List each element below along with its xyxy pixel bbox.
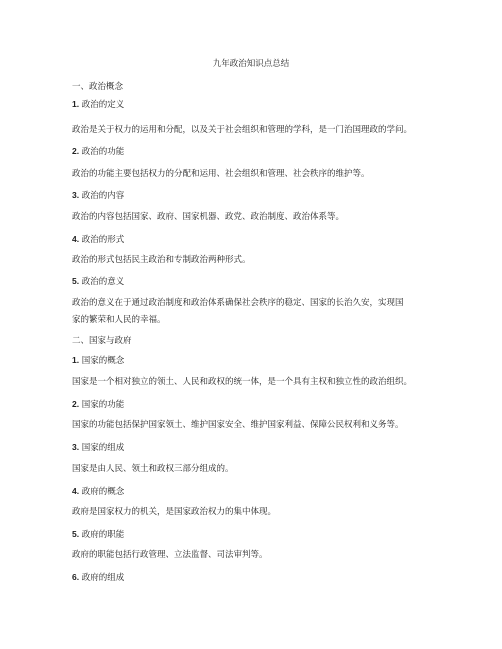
item-number: 1. <box>72 99 80 109</box>
item-body: 国家是由人民、领土和政权三部分组成的。 <box>72 464 234 474</box>
item-number: 3. <box>72 442 80 452</box>
item-title: 政府的组成 <box>81 573 125 583</box>
item-title: 政治的内容 <box>81 191 125 201</box>
item-heading <box>72 528 444 541</box>
item-body: 政治是关于权力的运用和分配，以及关于社会组织和管理的学科，是一门治国理政的学问。 <box>72 125 413 135</box>
item-number: 2. <box>72 399 80 409</box>
item-number: 2. <box>72 146 80 156</box>
item-title: 国家的概念 <box>81 356 125 366</box>
item-body: 政府是国家权力的机关，是国家政治权力的集中体现。 <box>72 507 277 517</box>
item-heading <box>72 571 444 584</box>
item-title: 政治的功能 <box>81 147 125 157</box>
item-body: 政治的意义在于通过政治制度和政治体系确保社会秩序的稳定、国家的长治久安，实现国 <box>72 298 404 308</box>
item-heading <box>72 275 444 288</box>
item-heading <box>72 189 444 202</box>
item-body: 政治的内容包括国家、政府、国家机器、政党、政治制度、政治体系等。 <box>72 212 345 222</box>
item-heading <box>72 485 444 498</box>
item-title: 政府的职能 <box>81 530 125 540</box>
item-title: 政府的概念 <box>81 487 125 497</box>
section-heading-state-government: 二、国家与政府 <box>72 336 132 346</box>
item-body: 家的繁荣和人民的幸福。 <box>72 315 166 325</box>
item-heading <box>72 441 444 454</box>
item-body: 国家是一个相对独立的领土、人民和政权的统一体，是一个具有主权和独立性的政治组织。 <box>72 377 413 387</box>
item-body: 政治的功能主要包括权力的分配和运用、社会组织和管理、社会秩序的维护等。 <box>72 169 370 179</box>
item-title: 政治的意义 <box>81 277 125 287</box>
item-number: 5. <box>72 276 80 286</box>
section-heading-concept: 一、政治概念 <box>72 82 124 92</box>
item-heading <box>72 398 444 411</box>
item-number: 5. <box>72 529 80 539</box>
item-number: 4. <box>72 486 80 496</box>
item-heading <box>72 233 444 246</box>
item-title: 政治的形式 <box>81 235 125 245</box>
item-number: 1. <box>72 355 80 365</box>
item-title: 国家的组成 <box>81 443 125 453</box>
item-body: 政府的职能包括行政管理、立法监督、司法审判等。 <box>72 550 268 560</box>
item-number: 4. <box>72 234 80 244</box>
item-number: 3. <box>72 190 80 200</box>
item-heading <box>72 354 444 367</box>
item-body: 国家的功能包括保护国家领土、维护国家安全、维护国家利益、保障公民权利和义务等。 <box>72 420 404 430</box>
item-title: 政治的定义 <box>81 100 125 110</box>
item-number: 6. <box>72 572 80 582</box>
item-title: 国家的功能 <box>81 400 125 410</box>
item-heading <box>72 98 444 111</box>
document-title: 九年政治知识点总结 <box>212 59 290 69</box>
item-body: 政治的形式包括民主政治和专制政治两种形式。 <box>72 255 251 265</box>
item-heading <box>72 145 444 158</box>
